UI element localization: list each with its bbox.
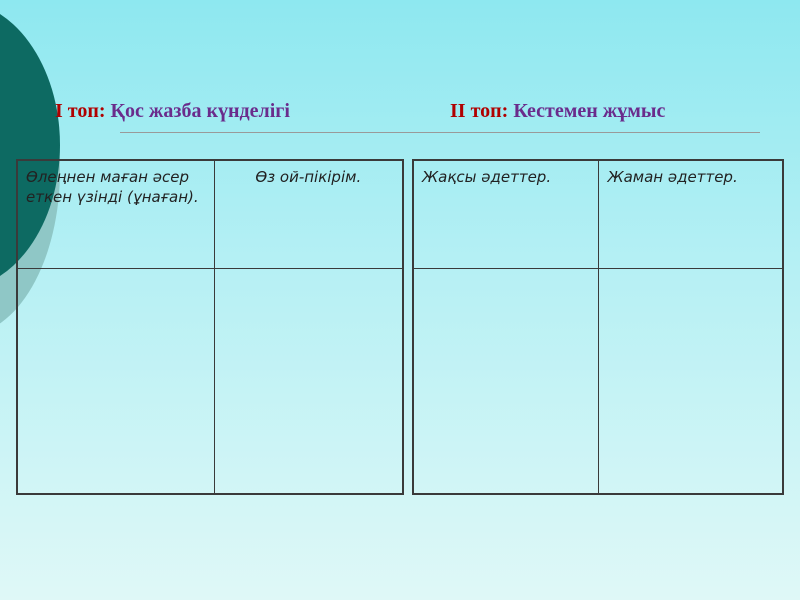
group1-title: Қос жазба күнделігі <box>110 100 290 122</box>
table1-header-opinion: Өз ой-пікірім. <box>214 160 403 268</box>
group1-heading <box>55 100 290 123</box>
table2-header-bad-habits: Жаман әдеттер. <box>599 160 783 268</box>
table-header-row <box>17 160 403 268</box>
table-row <box>17 268 403 494</box>
heading-underline <box>120 132 760 133</box>
table2-cell-bad-habits[interactable] <box>599 268 783 494</box>
group2-lead: II топ: <box>450 100 509 122</box>
table2-cell-good-habits[interactable] <box>413 268 599 494</box>
group1-lead: I топ: <box>55 100 106 122</box>
table1-cell-quote[interactable] <box>17 268 214 494</box>
table-row <box>413 268 783 494</box>
double-entry-diary-table <box>16 159 404 495</box>
table1-header-quote: Өлеңнен маған әсер еткен үзінді (ұнаған). <box>17 160 214 268</box>
table2-header-good-habits: Жақсы әдеттер. <box>413 160 599 268</box>
table-header-row <box>413 160 783 268</box>
habits-table <box>412 159 784 495</box>
table1-cell-opinion[interactable] <box>214 268 403 494</box>
group2-title: Кестемен жұмыс <box>513 100 666 122</box>
group2-heading <box>450 100 665 123</box>
